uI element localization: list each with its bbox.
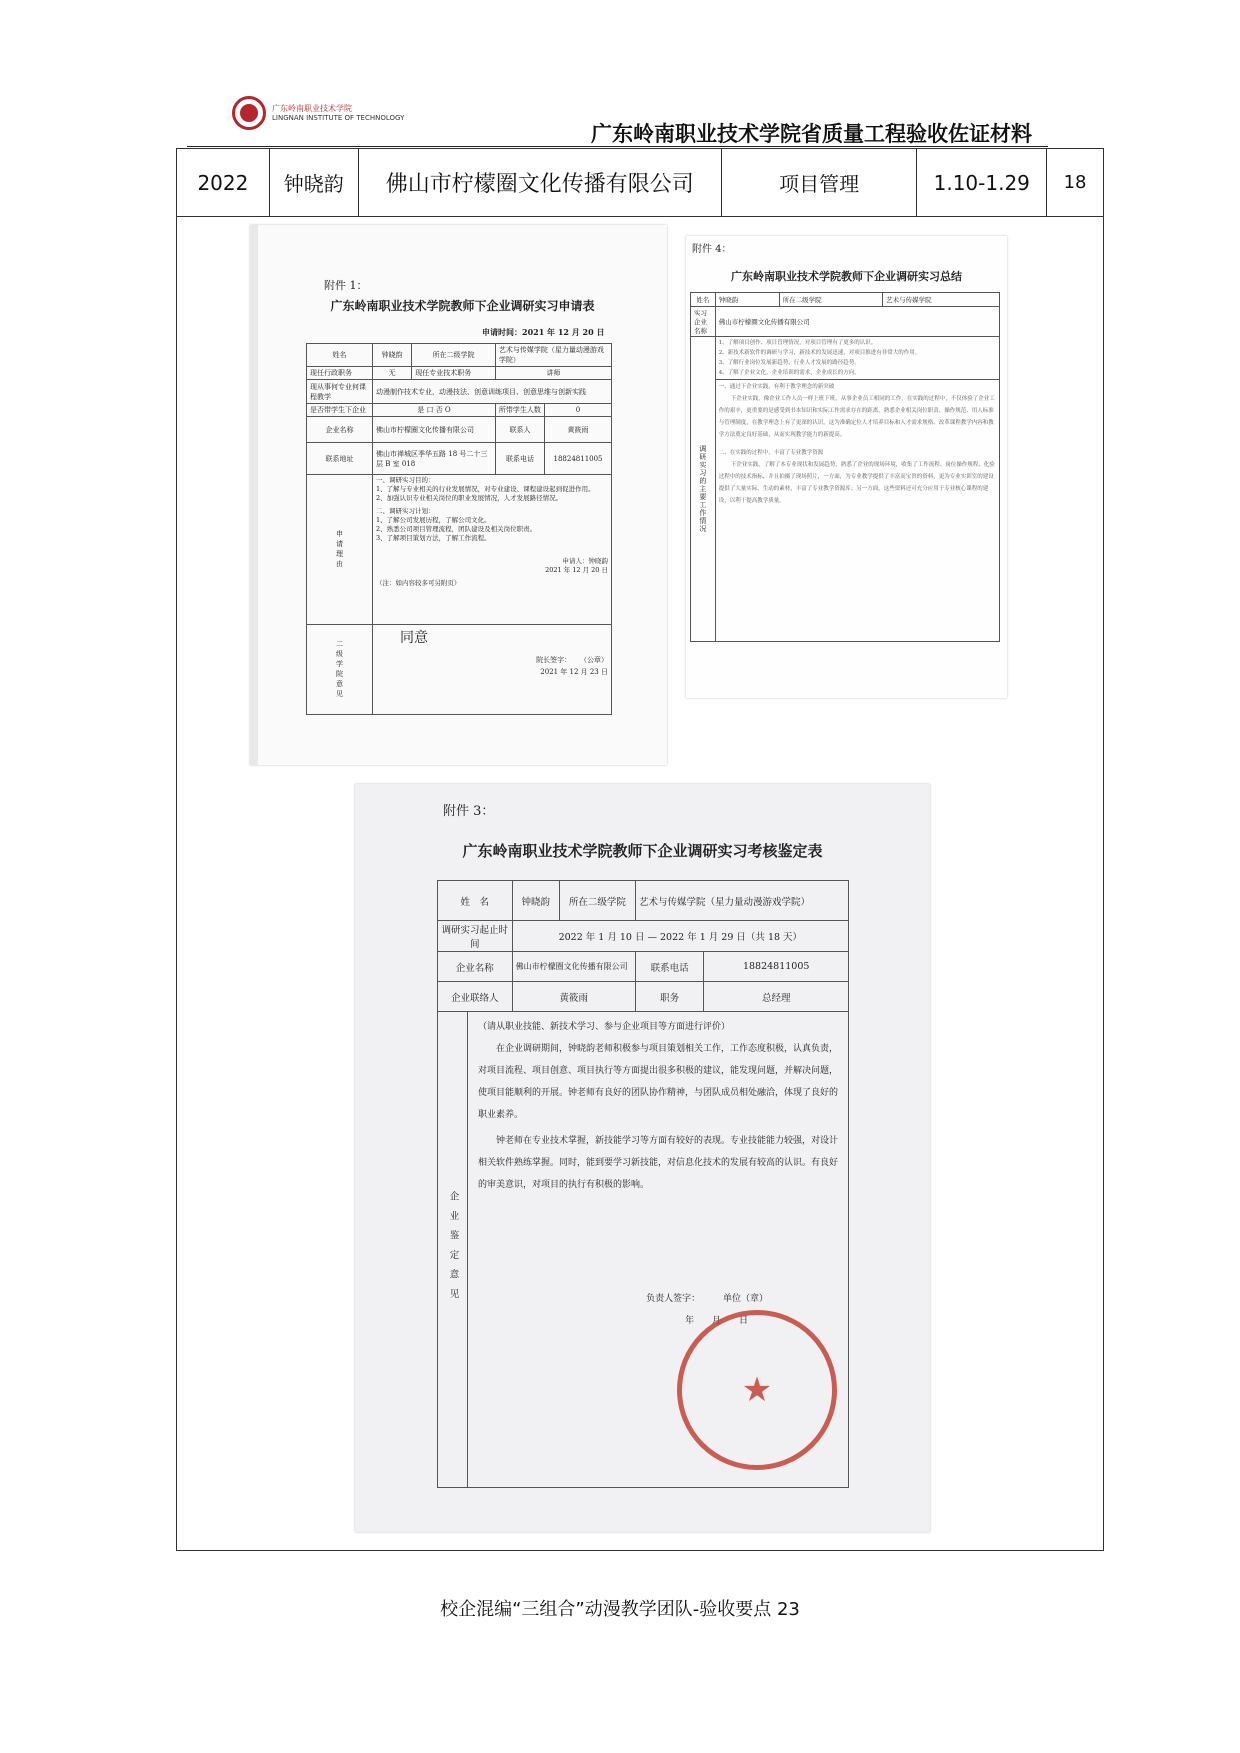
label: 所带学生人数 [495, 404, 544, 417]
label: 职务 [635, 982, 703, 1012]
summary-content [715, 380, 999, 642]
text: 院长签字： [536, 656, 572, 664]
value: 18824811005 [704, 952, 849, 982]
text: 钟老师在专业技术掌握，新技能学习等方面有较好的表现。专业技能能力较强，对设计相关软件熟练掌握。同时，能到要学习新技能，对信息化技术的发展有较高的认识。有良好的审美意识，对项目的执行有积极的影响。 [478, 1136, 839, 1190]
value: 讲师 [495, 367, 611, 380]
text: 2021 年 12 月 20 日 [545, 566, 608, 574]
table-row [177, 149, 1103, 217]
text: 3、了解项目策划方法，了解工作流程。 [376, 534, 491, 542]
value: 动漫制作技术专业，动漫技法、创意训练项目、创意思维与创新实践 [373, 380, 612, 404]
value: 18824811005 [545, 443, 612, 475]
cell-period: 1.10-1.29 [917, 149, 1047, 216]
attachment-label: 附件 4： [692, 244, 732, 255]
value: 佛山市柠檬圈文化传播有限公司 [715, 307, 999, 337]
label: 联系电话 [495, 443, 544, 475]
attachment-3-photo [355, 784, 930, 1532]
label: 二级学院意见 [307, 625, 373, 715]
form-title: 广东岭南职业技术学院教师下企业调研实习考核鉴定表 [462, 842, 823, 860]
college-logo [232, 96, 404, 130]
value: 黄筱雨 [545, 417, 612, 443]
text: 二、调研实习计划： [376, 507, 435, 515]
summary-form [690, 292, 1000, 642]
text: 二、在实践的过程中，丰富了专业教学资源 [718, 450, 824, 456]
header-divider [187, 146, 1048, 147]
cell-teacher: 钟晓韵 [270, 149, 359, 216]
text: 单位（章） [722, 1294, 768, 1304]
handwritten-opinion: 同意 [400, 630, 429, 646]
label: 调研实习的主要工作情况 [691, 337, 716, 642]
text: 4、了解了企业文化，企业培训的需求，企业成长的方向。 [718, 370, 860, 376]
text: 1、了解项目创作、项目管理情况，对项目管理有了更多的认识。 [718, 340, 877, 346]
text: 下企业实践，像企业工作人员一样上班下班，从事企业员工相同的工作，在实践的过程中，不仅体验了企业工作的艰辛，更重要的是感受到书本知识和实际工作需求存在的距离，熟悉企业相关岗位职责、操作规范、用人标准与管理制度，在教学理念上有了更深的认识。这为准确定位人才培养目标和人才需求规格、改革课程教学内容和教学方法奠定良好基础，从而实现教学能力的新提高。 [718, 396, 995, 438]
text: 负责人签字： [646, 1294, 701, 1304]
text: 1、了解公司发展历程，了解公司文化。 [376, 516, 491, 524]
label: 企业名称 [307, 417, 373, 443]
text: （注：如内容较多可另附页） [376, 579, 461, 587]
company-seal [677, 1310, 837, 1470]
label: 所在二级学院 [412, 344, 496, 367]
logo-english: LINGNAN INSTITUTE OF TECHNOLOGY [272, 114, 405, 122]
label: 现从事何专业何课程教学 [307, 380, 373, 404]
value: 黄筱雨 [512, 982, 635, 1012]
text: 1、了解与专业相关的行业发展情况，对专业建设、课程建设起到促进作用。 [376, 485, 595, 493]
logo-name: 广东岭南职业技术学院 [272, 104, 352, 113]
text: 2、新技术新软件的调研与学习，新技术的发展迅速，对项目推进有非常大的作用。 [718, 350, 921, 356]
cell-company: 佛山市柠檬圈文化传播有限公司 [359, 149, 722, 216]
seal-star-icon: ★ [741, 1370, 773, 1410]
label: 联系电话 [635, 952, 703, 982]
value: 钟晓韵 [715, 293, 779, 307]
attachment-label: 附件 1： [324, 279, 368, 292]
value: 艺术与传媒学院 [883, 293, 1000, 307]
value: 2022 年 1 月 10 日 — 2022 年 1 月 29 日（共 18 天） [512, 921, 848, 952]
text: 2021 年 12 月 23 日 [540, 668, 608, 676]
college-seal-icon [232, 96, 266, 130]
value: 无 [373, 367, 412, 380]
label: 姓 名 [438, 881, 513, 921]
label: 现任专业技术职务 [412, 367, 496, 380]
value: 0 [545, 404, 612, 417]
text: 下企业实践，了解了本专业现状和发展趋势，熟悉了企业的现场环境，收集了工作流程、岗位操作规程、化验过程中的技术指标，并且拍摄了现场照片，一方面，为专业教学提供了丰富而宝贵的资料，更为专业实训室的建设提供了大量实际、生动的素材，丰富了专业教学资源库；另一方面，这些资料还可充分应用于专业核心课程的建设，以利于提高教学质量。 [718, 462, 995, 504]
attachment-1-photo [250, 225, 667, 765]
label: 企业鉴定意见 [438, 1012, 468, 1488]
document-title: 广东岭南职业技术学院省质量工程验收佐证材料 [591, 122, 1032, 146]
label: 现任行政职务 [307, 367, 373, 380]
form-title: 广东岭南职业技术学院教师下企业调研实习申请表 [330, 299, 595, 313]
attachment-label: 附件 3： [443, 804, 495, 819]
label: 联系人 [495, 417, 544, 443]
value: 钟晓韵 [512, 881, 559, 921]
label: 企业名称 [438, 952, 513, 982]
label: 所在二级学院 [779, 293, 883, 307]
text: 一、通过下企业实践，有利于教学理念的新突破 [718, 384, 835, 390]
text: 一、调研实习目的： [376, 476, 435, 484]
text: （公章） [580, 656, 608, 664]
text: 3、了解行业岗位发展新趋势，行业人才发展的路径趋势。 [718, 360, 860, 366]
applicant-signature: 申请人：钟晓韵 [562, 557, 608, 565]
apply-time: 申请时间：2021 年 12 月 20 日 [482, 327, 605, 337]
text: 年 月 日 [684, 1316, 748, 1326]
label: 姓名 [307, 344, 373, 367]
value: 佛山市柠檬圈文化传播有限公司 [512, 952, 635, 982]
page-footer: 校企混编“三组合”动漫教学团队-验收要点 23 [440, 1599, 800, 1620]
work-list [715, 337, 999, 380]
opinion-content [373, 625, 612, 715]
cell-days: 18 [1063, 172, 1087, 193]
value: 艺术与传媒学院（星力量动漫游戏学院） [635, 881, 848, 921]
text: （请从职业技能、新技术学习、参与企业项目等方面进行评价） [478, 1022, 731, 1032]
text: 2、加强认识专业相关岗位的职业发展情况，人才发展路径情况。 [376, 494, 563, 502]
cell-project: 项目管理 [722, 149, 918, 216]
label: 调研实习起止时间 [438, 921, 513, 952]
attachment-4-photo [686, 236, 1007, 698]
value: 佛山市禅城区季华五路 18 号二十三层 B 室 018 [373, 443, 496, 475]
text: 在企业调研期间，钟晓韵老师积极参与项目策划相关工作，工作态度积极，认真负责，对项目流程、项目创意、项目执行等方面提出很多积极的建议，能发现问题，并解决问题，使项目能顺利的开展。钟老师有良好的团队协作精神，与团队成员相处融洽，体现了良好的职业素养。 [478, 1044, 839, 1120]
label: 所在二级学院 [559, 881, 635, 921]
value: 钟晓韵 [373, 344, 412, 367]
cell-year: 2022 [177, 149, 270, 216]
label: 实习企业名称 [691, 307, 716, 337]
value: 佛山市柠檬圈文化传播有限公司 [373, 417, 496, 443]
value: 艺术与传媒学院（星力量动漫游戏学院） [495, 344, 611, 367]
label: 联系地址 [307, 443, 373, 475]
application-form [306, 343, 612, 715]
value: 总经理 [704, 982, 849, 1012]
form-title: 广东岭南职业技术学院教师下企业调研实习总结 [731, 270, 962, 283]
label: 企业联络人 [438, 982, 513, 1012]
text: 2、熟悉公司项目管理流程，团队建设及相关岗位职责。 [376, 525, 537, 533]
value: 是 口 否 O [373, 404, 496, 417]
label: 姓名 [691, 293, 716, 307]
reason-content [373, 475, 612, 625]
label: 是否带学生下企业 [307, 404, 373, 417]
label: 申请理由 [307, 475, 373, 625]
